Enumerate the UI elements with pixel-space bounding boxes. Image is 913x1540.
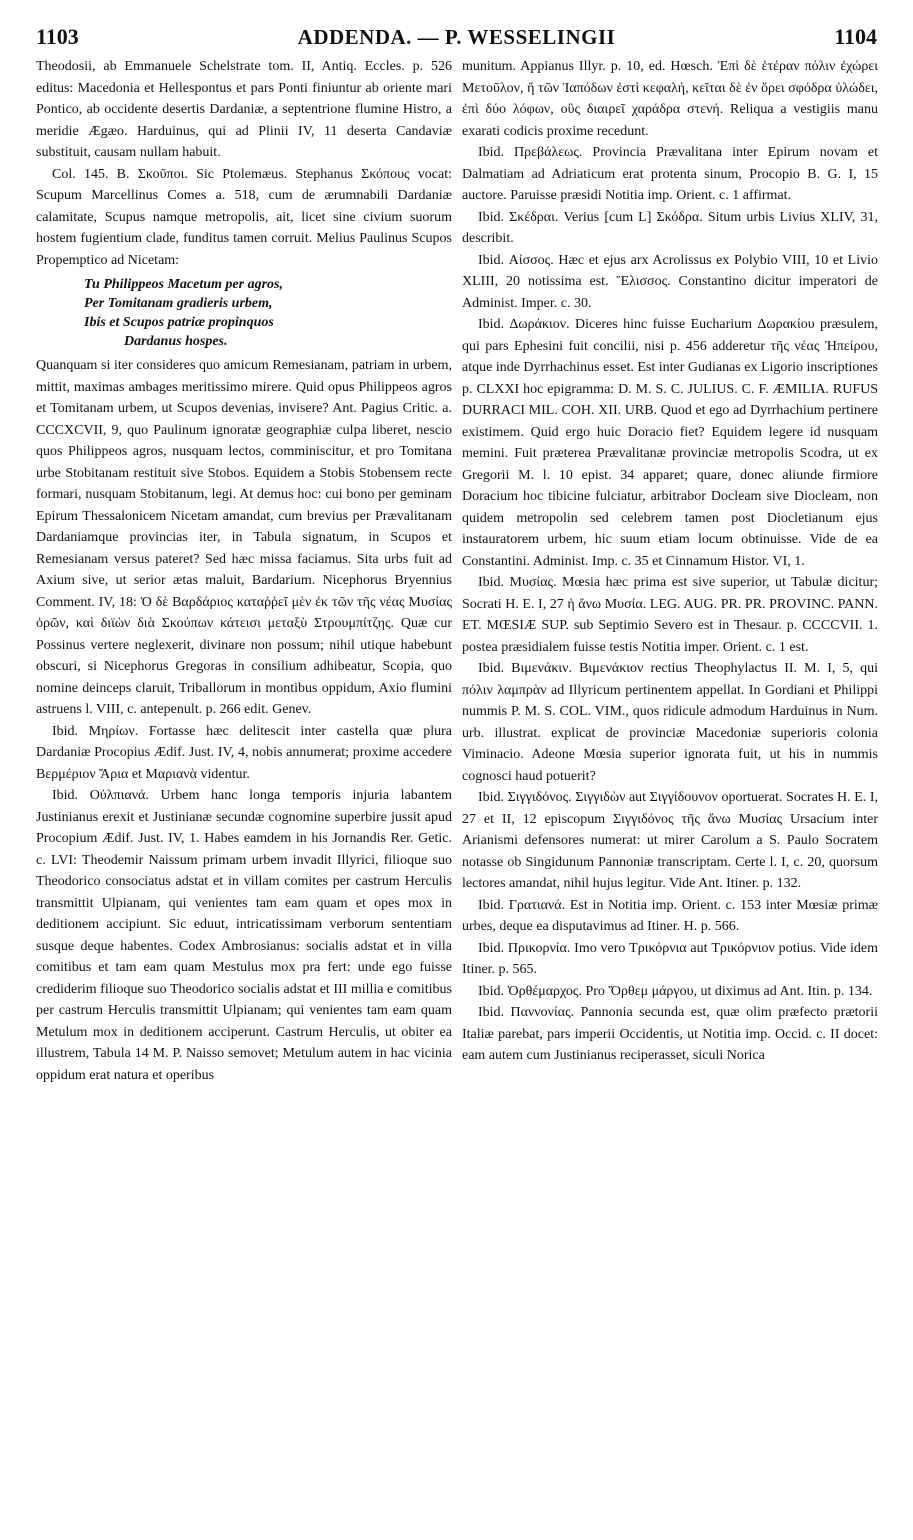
paragraph: Ibid. Δωράκιον. Diceres hinc fuisse Eucharium Δωρακίου præsulem, qui pars Ephesini fuit concilii, nisi p. 456 adderetur τῆς νέας Ἠπείρου, atque inde Dyrrhachinus esset. Est inter Gudianas ex Ligorio inscriptiones p. CLXXI hoc epigramma: D. M. S. C. JULIUS. C. F. ÆMILIA. RUFUS DURRACI MIL. COH. XII. URB. Quod et ego ad Dyrrhachium pertinere existimem. Quid ergo huic Doracio fiet? Equidem legere id nusquam memini. Fuit præterea Prævalitanæ provinciæ metropolis Scodra, ut ex Gregorii M. l. 10 epist. 34 apparet; quare, donec aliunde firmiore Doracium hoc tibicine fulciatur, arbitrabor Docleam sive Diocleam, non quidem metropolin sed celebrem tamen post Diocletianum ejus instauratorem urbem, hic suum etiam locum obtinuisse. Vide de ea Constantini. Administ. Imp. c. 35 et Cinnamum Histor. VI, 1.: [462, 317, 878, 569]
paragraph: Ibid. Αἰσσος. Hæc et ejus arx Acrolissus ex Polybio VIII, 10 et Livio XLIII, 20 notissima est. Ἔλισσος. Constantino dicitur imperatori de Administ. Imper. c. 30.: [462, 252, 878, 311]
paragraph: Ibid. Γρατιανά. Est in Notitia imp. Orient. c. 153 inter Mœsiæ primæ urbes, deque ea disputavimus ad Itiner. H. p. 566.: [462, 897, 878, 934]
page-number-right: 1104: [834, 24, 877, 49]
paragraph: Ibid. Πρεβάλεως. Provincia Prævalitana inter Epirum novam et Dalmatiam ad Adriaticum erat protenta sinum, Procopio B. G. I, 15 auctore. Paruisse præsidi Notitia imp. Orient. c. 1 affirmat.: [462, 145, 878, 203]
page-number-left: 1103: [36, 24, 79, 49]
paragraph: Ibid. Ὀρθέμαρχος. Pro Ὄρθεμ μάργου, ut diximus ad Ant. Itin. p. 134.: [478, 983, 873, 999]
verse-quotation: [84, 275, 452, 351]
paragraph: Col. 145. B. Σκοῦποι. Sic Ptolemæus. Stephanus Σκόπους vocat: Scupum Marcellinus Comes a. 518, cum de ærumnabili Dardaniæ calamitate, Scupus namque metropolis, ait, licet sine civium suorum hostem fugientium clade, funditus tamen corruit. Melius Paulinus Scupos Propemptico ad Nicetam:: [36, 166, 452, 268]
paragraph: Ibid. Πρικορνία. Imo vero Τρικόρνια aut Τρικόρνιον potius. Vide idem Itiner. p. 565.: [462, 940, 878, 977]
left-column: [36, 56, 452, 1518]
running-head: [36, 24, 877, 52]
running-title: ADDENDA. — P. WESSELINGII: [297, 25, 616, 49]
verse-line: Dardanus hospes.: [124, 334, 228, 349]
paragraph: Ibid. Οὐλπιανά. Urbem hanc longa temporis injuria labantem Justinianus erexit et Justinianæ secundæ cognomine superbire jussit apud Procopium Ædif. Just. IV, 1. Habes eamdem in his Jornandis Rer. Getic. c. LVI: Theodemir Naissum primam urbem invadit Illyrici, filioque suo Theodorico consociatus adstat et in villam comites per castrum Herculis transmittit Ulpianam, qui venientes tam eam quam et opes mox in deditionem accipiunt. Sic eduut, intricatissimam verborum sententiam susque deque habentes. Codex Ambrosianus: socialis adstat et in villa comitibus et tam eam quam Mestulus mox pra fert: unde ego fuisse crediderim filioque suo Theodorico socialis adstat et III millia e comitibus per castrum Herculis transmittit Ulpianam; qui venientes tam eam quam Metulum mox in deditionem acciperunt. Castrum Herculis, ut obiter ea illustrem, Tabula 14 M. P. Naisso semovet; Metulum autem in hac vicinia oppidum erat natura et operibus: [36, 788, 452, 1083]
verse-line: Per Tomitanam gradieris urbem,: [84, 296, 273, 311]
paragraph: Quanquam si iter consideres quo amicum Remesianam, patriam in urbem, mittit, maximas ambages meritissimo mirere. Quid opus Philippeos agros et Tomitanam urbem, ut Scupos devenias, invisere? Ant. Pagius Critic. a. CCCXCVII, 9, quo Paulinum ignoratæ geographiæ culpa liberet, nescio quos Philippeos agros, nusquam lectos, comminiscitur, et pro Tomitana urbe Stobitanam restituit sive Stobos. Equidem a Stobis Stobensem recte formari, nusquam Stobitanum, legi. At demus hoc: cui bono per geminam Epirum Thessalonicem Nicetam amandat, cum brevius per Prævalitanam Dardaniamque provincias iter, in Tabula signatum, in Scupos et Remesianam versus pateret? Sed hæc missa faciamus. Sita urbs fuit ad Axium sive, ut serior ætas maluit, Bardarium. Nicephorus Bryennius Comment. IV, 18: Ὁ δὲ Βαρδάριος καταῤῥεῖ μὲν ἐκ τῶν τῆς νέας Μυσίας ὀρῶν, καὶ διϊὼν διὰ Σκούπων κάτεισι μεταξὺ Στρουμπίτζης. Quæ cur Possinus vertere neglexerit, divinare non possum; nihil utique habebunt obscuri, si Nicephorus Gregoras in consilium adhibeatur, Scopia, quo nomine deinceps claruit, Triballorum in montibus oppidum, Axio flumini astruens l. VIII, c. antepenult. p. 266 edit. Genev.: [36, 358, 452, 717]
right-column: [462, 56, 878, 1518]
verse-line: Ibis et Scupos patriæ propinquos: [84, 315, 274, 330]
paragraph: Ibid. Σκέδραι. Verius [cum L] Σκόδρα. Situm urbis Livius XLIV, 31, describit.: [462, 209, 878, 246]
paragraph: Ibid. Σιγγιδόνος. Σιγγιδὼν aut Σιγγίδουνον oportuerat. Socrates H. E. I, 27 et II, 12 episcopum Σιγγιδόνος τῆς ἄνω Μυσίας Ursacium inter Arianismi defensores numerat: ut mirer Carolum a S. Paulo Socratem notasse ob Singidunum Pannoniæ transcriptam. Certe l. I, c. 20, quorsum lectores amandat, nihil hujus legitur. Vide Ant. Itiner. p. 132.: [462, 790, 878, 891]
paragraph: Ibid. Μυσίας. Mœsia hæc prima est sive superior, ut Tabulæ dicitur; Socrati H. E. I, 27 ἡ ἄνω Μυσία. LEG. AUG. PR. PR. PROVINC. PANN. ET. MŒSIÆ SUP. sub Septimio Severo est in Thesaur. p. CCCCVII. 1. postea præsidialem fuisse testis Notitia imper. Orient. c. 1 est.: [462, 575, 878, 655]
verse-line: Tu Philippeos Macetum per agros,: [84, 277, 283, 292]
paragraph: Ibid. Μηρίων. Fortasse hæc delitescit inter castella quæ plura Dardaniæ Procopius Ædif. Just. IV, 4, nobis annumerat; proxime accedere Βερμέριον Ἄρια et Μαριανὰ videntur.: [36, 723, 452, 782]
paragraph: Ibid. Παννονίας. Pannonia secunda est, quæ olim præfecto prætorii Italiæ parebat, pars imperii Occidentis, ut Notitia imp. Occid. c. II docet: eam autem cum Justinianus reciperasset, siculi Norica: [462, 1005, 878, 1063]
paragraph: Theodosii, ab Emmanuele Schelstrate tom. II, Antiq. Eccles. p. 526 editus: Macedonia et Hellespontus et pars Ponti finiuntur ab oriente mari Pontico, ab occidente desertis Dardaniæ, a septentrione flumine Histro, a meridie Ægæo. Harduinus, qui ad Plinii IV, 11 deserta Candaviæ substituit, causam nullam habuit.: [36, 59, 452, 160]
paragraph: munitum. Appianus Illyr. p. 10, ed. Hœsch. Ἐπὶ δὲ ἑτέραν πόλιν ἐχώρει Μετοῦλον, ἥ τῶν Ἰαπόδων ἐστὶ κεφαλή, κεῖται δὲ ἐν ὄρει σφόδρα ὑλώδει, ἐπὶ δύο λόφων, οὓς διαιρεῖ χαράδρα στενή. Reliqua a vestigiis manu exarati codicis proxime recedunt.: [462, 59, 878, 139]
paragraph: Ibid. Βιμενάκιν. Βιμενάκιον rectius Theophylactus II. M. I, 5, qui πόλιν λαμπρὰν ad Illyricum pertinentem appellat. In Gordiani et Philippi nummis P. M. S. COL. VIM., quos ridicule admodum Harduinus in Num. urb. illustrat. explicat de provinciæ Macedoniæ superioris colonia Viminacio. Adeone Mœsia superior ignorata fuit, ut his in nummis cognosci haud potuerit?: [462, 661, 878, 784]
